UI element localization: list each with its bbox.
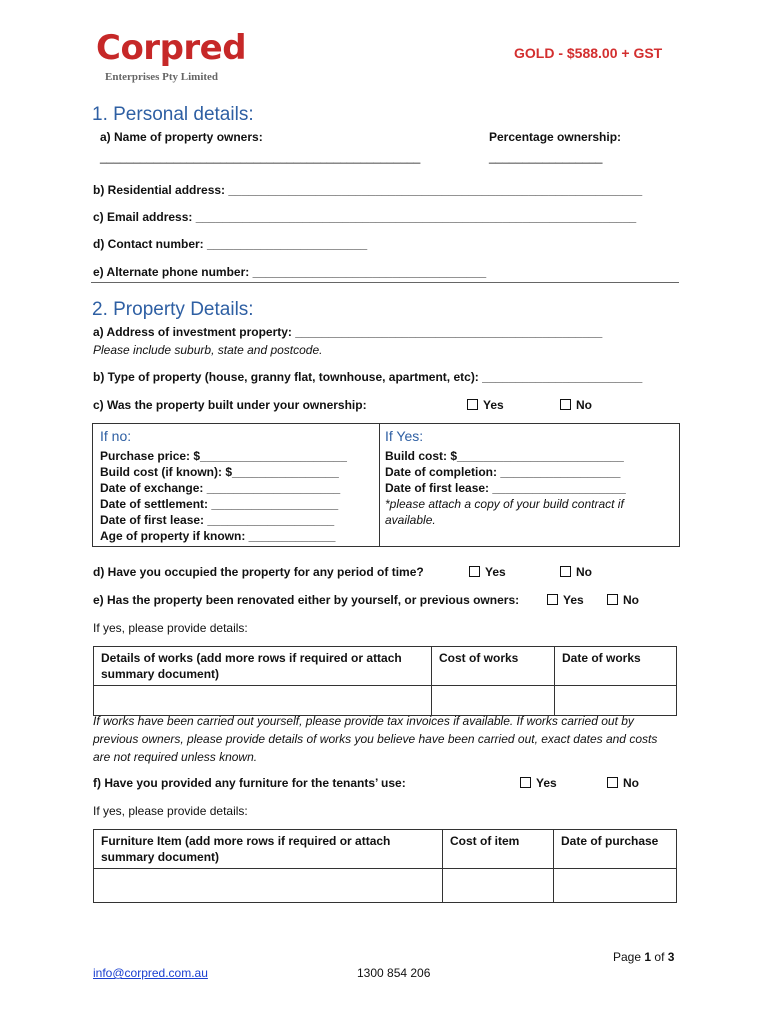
email-field[interactable]: c) Email address: __________________________________________________________________ xyxy=(93,210,637,224)
page-indicator xyxy=(613,950,674,964)
footer-email-link[interactable]: info@corpred.com.au xyxy=(93,966,208,980)
page-total: 3 xyxy=(667,950,675,964)
age-of-property-field[interactable]: Age of property if known: _____________ xyxy=(100,529,336,543)
date-exchange-field[interactable]: Date of exchange: ____________________ xyxy=(100,481,341,495)
works-table xyxy=(93,646,677,716)
date-completion-field[interactable]: Date of completion: __________________ xyxy=(385,465,621,479)
furniture-cell-date[interactable] xyxy=(554,869,677,903)
furniture-header-item: Furniture Item (add more rows if required or attach summary document) xyxy=(94,830,443,869)
table-row xyxy=(94,686,677,716)
table-row xyxy=(94,869,677,903)
date-settlement-field[interactable]: Date of settlement: ___________________ xyxy=(100,497,339,511)
contact-number-field[interactable]: d) Contact number: ________________________ xyxy=(93,237,368,251)
owners-field[interactable]: ________________________________________________ xyxy=(100,150,421,164)
checkbox-icon xyxy=(607,594,618,605)
no-label: No xyxy=(576,565,592,579)
yes-label: Yes xyxy=(483,398,504,412)
works-header-date: Date of works xyxy=(555,647,677,686)
percentage-label: Percentage ownership: xyxy=(489,130,622,144)
checkbox-icon xyxy=(560,566,571,577)
no-label: No xyxy=(623,593,639,607)
furniture-header-date: Date of purchase xyxy=(554,830,677,869)
occupied-yes-checkbox[interactable] xyxy=(469,565,506,579)
checkbox-icon xyxy=(547,594,558,605)
investment-address-field[interactable]: a) Address of investment property: ______________________________________________ xyxy=(93,325,603,339)
logo: Corpred xyxy=(96,28,247,68)
yes-label: Yes xyxy=(563,593,584,607)
section-divider xyxy=(91,282,679,283)
furniture-header-cost: Cost of item xyxy=(443,830,554,869)
table-row xyxy=(94,647,677,686)
no-label: No xyxy=(623,776,639,790)
price-label: GOLD - $588.00 + GST xyxy=(514,45,663,61)
built-question: c) Was the property built under your ownership: xyxy=(93,398,367,412)
date-first-lease-field[interactable]: Date of first lease: ___________________ xyxy=(100,513,335,527)
furniture-yes-checkbox[interactable] xyxy=(520,776,557,790)
renovated-yes-checkbox[interactable] xyxy=(547,593,584,607)
checkbox-icon xyxy=(469,566,480,577)
no-label: No xyxy=(576,398,592,412)
yes-build-cost-field[interactable]: Build cost: $_________________________ xyxy=(385,449,624,463)
renovated-question: e) Has the property been renovated either by yourself, or previous owners: xyxy=(93,593,520,607)
section1-title: 1. Personal details: xyxy=(92,104,254,125)
checkbox-icon xyxy=(560,399,571,410)
occupied-question: d) Have you occupied the property for any period of time? xyxy=(93,565,424,579)
box-divider xyxy=(379,424,380,546)
occupied-no-checkbox[interactable] xyxy=(560,565,592,579)
page-of: of xyxy=(654,950,665,964)
furniture-no-checkbox[interactable] xyxy=(607,776,639,790)
works-header-cost: Cost of works xyxy=(432,647,555,686)
works-details-prompt: If yes, please provide details: xyxy=(93,621,248,635)
property-type-field[interactable]: b) Type of property (house, granny flat, townhouse, apartment, etc): ________________________ xyxy=(93,370,643,384)
build-cost-field[interactable]: Build cost (if known): $________________ xyxy=(100,465,339,479)
checkbox-icon xyxy=(607,777,618,788)
purchase-price-field[interactable]: Purchase price: $______________________ xyxy=(100,449,347,463)
if-yes-title: If Yes: xyxy=(385,428,424,444)
furniture-table xyxy=(93,829,677,903)
works-cell-date[interactable] xyxy=(555,686,677,716)
alternate-phone-field[interactable]: e) Alternate phone number: ___________________________________ xyxy=(93,265,487,279)
if-no-title: If no: xyxy=(100,428,132,444)
furniture-cell-cost[interactable] xyxy=(443,869,554,903)
page-prefix: Page xyxy=(613,950,642,964)
table-row xyxy=(94,830,677,869)
residential-address-field[interactable]: b) Residential address: ______________________________________________________________ xyxy=(93,183,643,197)
yes-date-first-lease-field[interactable]: Date of first lease: ____________________ xyxy=(385,481,626,495)
footer-phone: 1300 854 206 xyxy=(357,966,431,980)
yes-label: Yes xyxy=(485,565,506,579)
built-yes-checkbox[interactable] xyxy=(467,398,504,412)
logo-subtitle: Enterprises Pty Limited xyxy=(105,71,219,83)
furniture-details-prompt: If yes, please provide details: xyxy=(93,804,248,818)
works-note: If works have been carried out yourself, please provide tax invoices if available. If works carried out by previous owners, please provide details of works you believe have been carried out, exact dates and costs are not required unless known. xyxy=(93,714,658,764)
percentage-field[interactable]: _________________ xyxy=(489,150,603,164)
owners-label: a) Name of property owners: xyxy=(100,130,263,144)
page-number: 1 xyxy=(644,950,652,964)
checkbox-icon xyxy=(520,777,531,788)
address-note: Please include suburb, state and postcode. xyxy=(93,343,323,357)
yes-label: Yes xyxy=(536,776,557,790)
section2-title: 2. Property Details: xyxy=(92,299,254,320)
build-contract-note: *please attach a copy of your build contract if available. xyxy=(385,497,624,527)
furniture-cell-item[interactable] xyxy=(94,869,443,903)
works-cell-details[interactable] xyxy=(94,686,432,716)
checkbox-icon xyxy=(467,399,478,410)
works-cell-cost[interactable] xyxy=(432,686,555,716)
renovated-no-checkbox[interactable] xyxy=(607,593,639,607)
built-no-checkbox[interactable] xyxy=(560,398,592,412)
works-header-details: Details of works (add more rows if required or attach summary document) xyxy=(94,647,432,686)
furniture-question: f) Have you provided any furniture for the tenants’ use: xyxy=(93,776,406,790)
